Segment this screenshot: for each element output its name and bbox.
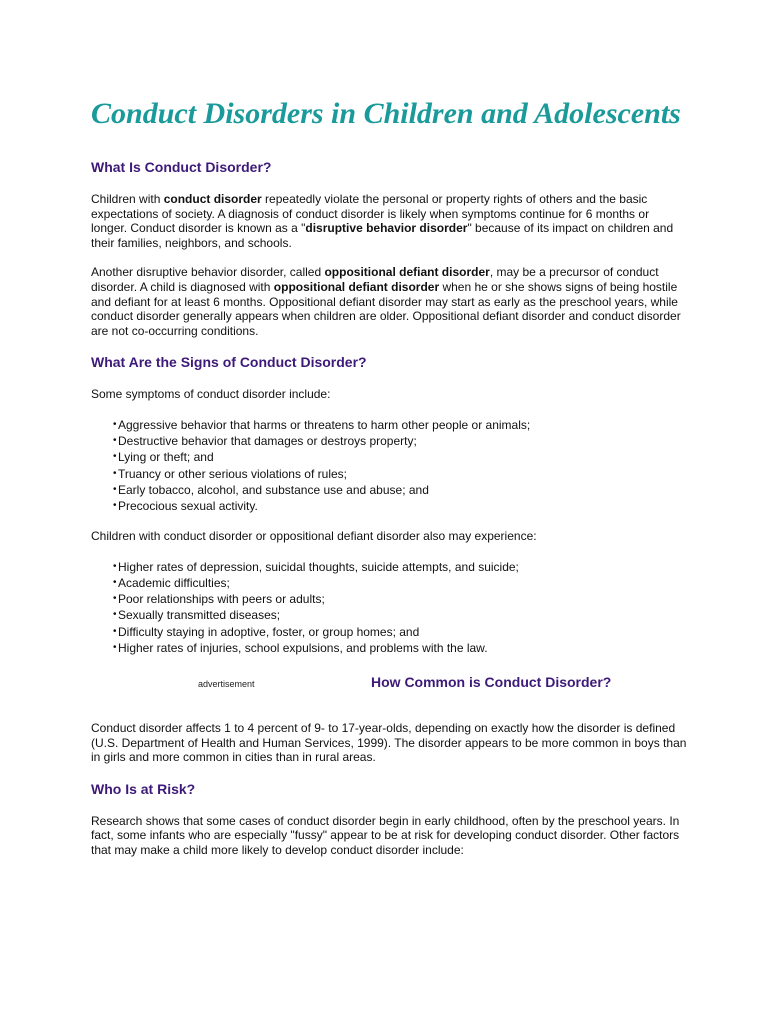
list-item: • Early tobacco, alcohol, and substance use and abuse; and (91, 482, 687, 498)
heading-risk: Who Is at Risk? (91, 780, 196, 797)
heading-signs: What Are the Signs of Conduct Disorder? (91, 354, 367, 371)
list-item: • Lying or theft; and (91, 449, 687, 465)
list-item: • Academic difficulties; (91, 575, 687, 591)
bold-term: oppositional defiant disorder (324, 265, 490, 280)
bold-term: disruptive behavior disorder (305, 221, 468, 236)
list-item: • Higher rates of injuries, school expulsions, and problems with the law. (91, 640, 687, 656)
experience-list (91, 559, 687, 656)
article (91, 94, 687, 873)
ad-row (91, 671, 687, 695)
bold-term: oppositional defiant disorder (273, 279, 440, 294)
advertisement-label: advertisement (198, 678, 255, 689)
paragraph-signs-intro-2: Children with conduct disorder or oppositional defiant disorder also may experience: (91, 529, 537, 544)
list-item: • Truancy or other serious violations of rules; (91, 466, 687, 482)
heading-how-common: How Common is Conduct Disorder? (371, 673, 612, 690)
bold-term: conduct disorder (163, 192, 262, 206)
list-item: • Destructive behavior that damages or destroys property; (91, 433, 687, 449)
heading-what-is: What Is Conduct Disorder? (91, 159, 272, 175)
text-run: Another disruptive behavior disorder, called (91, 265, 325, 280)
list-item: • Higher rates of depression, suicidal thoughts, suicide attempts, and suicide; (91, 559, 687, 575)
paragraph-signs-intro: Some symptoms of conduct disorder include: (91, 387, 331, 402)
paragraph-risk: Research shows that some cases of conduct disorder begin in early childhood, often by the preschool years. In fact, some infants who are especially "fussy" appear to be at risk for developing conduct disorder. Other factors that may make a child more likely to develop conduct disorder include: (91, 813, 680, 857)
text-run: when he or she shows signs of being hostile and defiant for at least 6 months. Oppositional defiant disorder may start as early as the preschool years, while conduct disorder generally appears when children are older. Oppositional defiant disorder and conduct disorder are not co-occurring conditions. (91, 279, 681, 338)
list-item: • Poor relationships with peers or adults; (91, 591, 687, 607)
text-run: " because of its impact on children and their families, neighbors, and schools. (91, 221, 674, 250)
list-item: • Difficulty staying in adoptive, foster, or group homes; and (91, 624, 687, 640)
text-run: , may be a precursor of conduct disorder. A child is diagnosed with (91, 265, 659, 294)
page-title: Conduct Disorders in Children and Adolescents (91, 97, 681, 130)
text-run: Children with (91, 192, 164, 206)
text-run: repeatedly violate the personal or property rights of others and the basic expectations of society. A diagnosis of conduct disorder is likely when symptoms continue for 6 months or longer. Conduct disorder is known as a " (91, 192, 650, 236)
list-item: • Precocious sexual activity. (91, 498, 687, 514)
list-item: • Aggressive behavior that harms or threatens to harm other people or animals; (91, 417, 687, 433)
paragraph-how-common: Conduct disorder affects 1 to 4 percent of 9- to 17-year-olds, depending on exactly how the disorder is defined (U.S. Department of Health and Human Services, 1999). The disorder appears to be more common in boys than in girls and more common in cities than in rural areas. (91, 720, 687, 765)
paragraph-what-is-1 (91, 192, 687, 250)
paragraph-what-is-2 (91, 265, 687, 338)
symptom-list (91, 417, 687, 514)
list-item: • Sexually transmitted diseases; (91, 607, 687, 623)
